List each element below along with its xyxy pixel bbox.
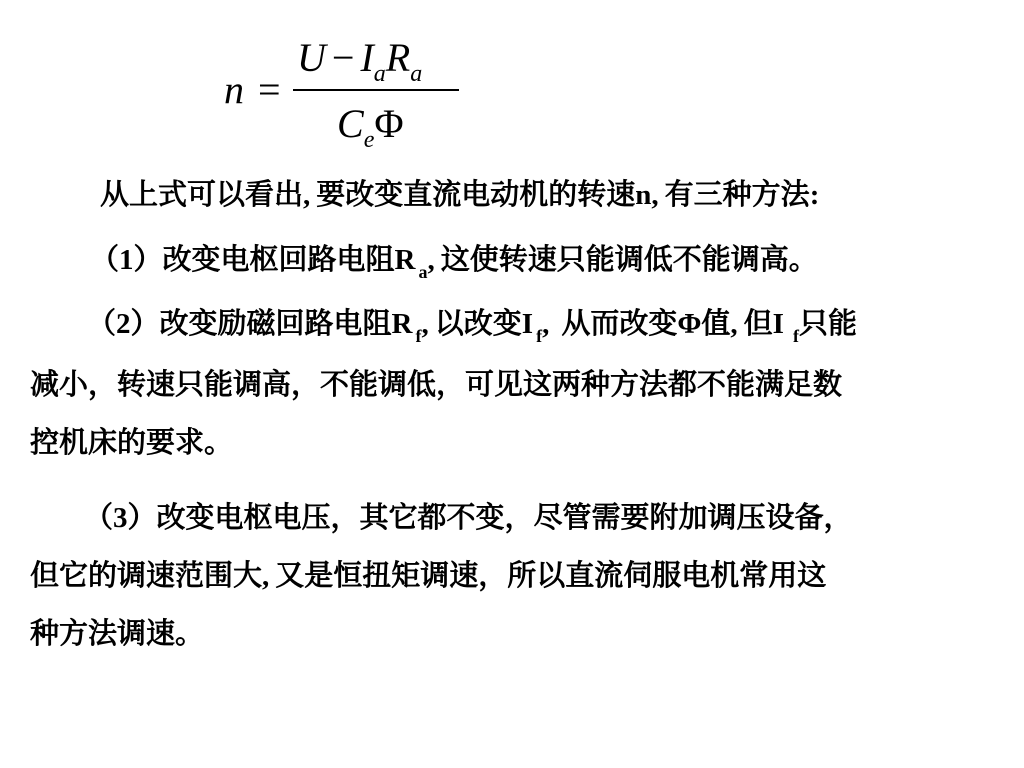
method-2-comma-3: , (730, 308, 738, 340)
intro-text-b: 要改变直流电动机的转速 (316, 177, 636, 211)
formula-numerator (297, 35, 423, 87)
formula-current-subscript: a (373, 61, 386, 87)
method-2-phi: Φ (677, 308, 702, 340)
method-3-open-paren: （ (84, 500, 114, 534)
method-3-close-paren: ） (127, 500, 157, 534)
method-2-sub-f3: f (792, 326, 799, 346)
method-2-line-2: 减小，转速只能调高，不能调低，可见这两种方法都不能满足数 (30, 367, 843, 401)
speed-formula (0, 0, 1024, 160)
intro-comma-2: , (651, 179, 659, 211)
formula-equals: = (258, 67, 281, 112)
method-2-line-1 (87, 306, 857, 346)
method-3-line-2-a: 但它的调速范围大 (30, 558, 263, 592)
method-2-number: 2 (116, 308, 131, 340)
formula-constant-C: C (337, 101, 364, 146)
method-2-text-f: 只能 (798, 306, 857, 340)
intro-paragraph (100, 177, 820, 211)
method-2-open-paren: （ (87, 306, 117, 340)
method-1-number: 1 (119, 244, 134, 276)
method-2-var-R: R (391, 308, 413, 340)
method-2-text-e: 但 (743, 306, 773, 340)
formula-speed-n: n (224, 67, 244, 112)
method-2-close-paren: ） (130, 306, 160, 340)
method-3-line-2 (30, 558, 827, 592)
intro-text-c: 有三种方法 (664, 177, 810, 211)
fraction-bar (293, 89, 459, 91)
method-3-line-3: 种方法调速。 (30, 616, 205, 650)
method-1-sub-a: a (418, 262, 428, 282)
method-3-number: 3 (113, 502, 128, 534)
intro-comma: , (303, 179, 311, 211)
method-1-close-paren: ） (133, 242, 163, 276)
method-2-comma-1: , (421, 308, 429, 340)
method-2-text-a: 改变励磁回路电阻 (159, 306, 392, 340)
method-2-line-3: 控机床的要求。 (30, 425, 234, 459)
method-2-var-I2: I (772, 308, 784, 340)
method-2-comma-2: , (542, 308, 550, 340)
method-3-text-a: 改变电枢电压，其它都不变，尽管需要附加调压设备， (156, 500, 853, 534)
method-2-var-I1: I (521, 308, 534, 340)
formula-voltage-U: U (297, 35, 326, 80)
method-2-sub-f1: f (415, 326, 422, 346)
formula-constant-subscript: e (363, 127, 375, 153)
formula-resistance-R: R (385, 35, 411, 80)
method-2-sub-f2: f (536, 326, 543, 346)
formula-resistance-subscript: a (410, 61, 423, 87)
method-1-paragraph (90, 242, 818, 282)
method-3-line-2-b: 又是恒扭矩调速，所以直流伺服电机常用这 (275, 558, 827, 592)
method-1-var-R: R (394, 244, 416, 276)
method-1-open-paren: （ (90, 242, 120, 276)
formula-flux-phi: Φ (374, 101, 404, 146)
method-2-text-d: 值 (701, 306, 731, 340)
intro-colon: : (809, 179, 820, 211)
method-3-line-1 (84, 500, 853, 534)
intro-var-n: n (635, 179, 652, 211)
intro-text-a: 从上式可以看出 (100, 177, 304, 211)
method-1-comma: , (427, 244, 435, 276)
formula-current-I: I (360, 35, 374, 80)
method-3-comma: , (262, 560, 270, 592)
formula-denominator (337, 101, 404, 153)
formula-minus: − (331, 35, 355, 80)
method-1-text-a: 改变电枢回路电阻 (162, 242, 395, 276)
method-2-text-c: 从而改变 (561, 306, 678, 340)
method-1-text-b: 这使转速只能调低不能调高。 (440, 242, 818, 276)
method-2-text-b: 以改变 (434, 306, 522, 340)
